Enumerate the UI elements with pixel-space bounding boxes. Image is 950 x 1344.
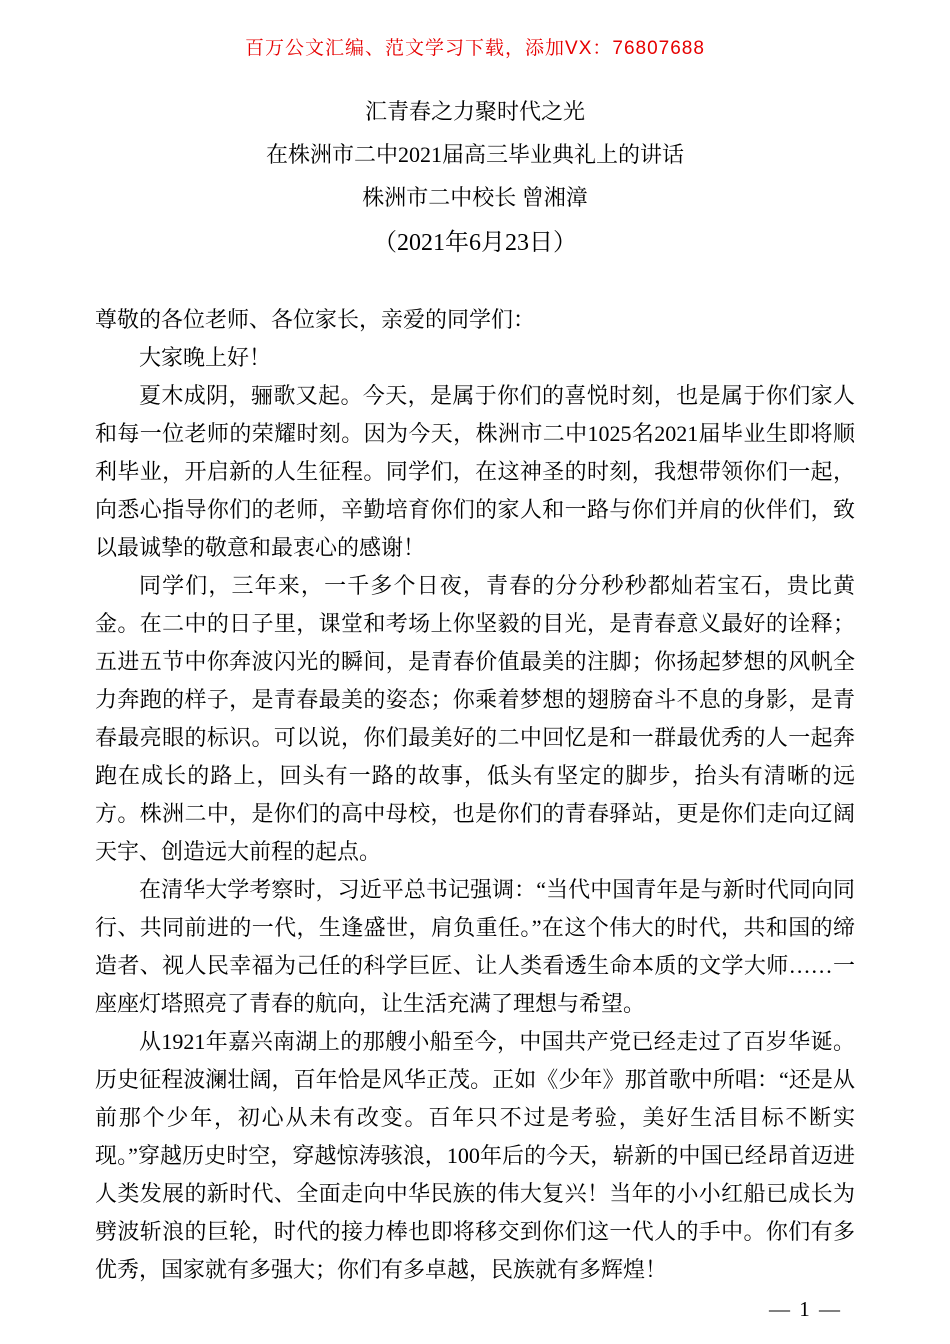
document-heading xyxy=(95,90,855,267)
promo-banner: 百万公文汇编、范文学习下载，添加VX：76807688 xyxy=(245,38,705,59)
body-paragraph: 夏木成阴，骊歌又起。今天，是属于你们的喜悦时刻，也是属于你们家人和每一位老师的荣耀时刻。因为今天，株洲市二中1025名2021届毕业生即将顺利毕业，开启新的人生征程。同学们，在这神圣的时刻，我想带领你们一起，向悉心指导你们的老师，辛勤培育你们的家人和一路与你们并肩的伙伴们，致以最诚挚的敬意和最衷心的感谢！ xyxy=(95,383,855,560)
speaker-line: 株洲市二中校长 曾湘漳 xyxy=(362,185,588,210)
document-title: 汇青春之力聚时代之光 xyxy=(364,99,585,124)
body-paragraph: 在清华大学考察时，习近平总书记强调：“当代中国青年是与新时代同向同行、共同前进的一代，生逢盛世，肩负重任。”在这个伟大的时代，共和国的缔造者、视人民幸福为己任的科学巨匠、让人类看透生命本质的文学大师……一座座灯塔照亮了青春的航向，让生活充满了理想与希望。 xyxy=(95,877,855,1016)
body-paragraph: 大家晚上好！ xyxy=(139,345,272,370)
date-line: （2021年6月23日） xyxy=(373,230,577,256)
speech-body xyxy=(95,301,855,1289)
page-number: — 1 — xyxy=(769,1297,842,1321)
body-paragraph: 同学们，三年来，一千多个日夜，青春的分分秒秒都灿若宝石，贵比黄金。在二中的日子里，课堂和考场上你坚毅的目光，是青春意义最好的诠释；五进五节中你奔波闪光的瞬间，是青春价值最美的注脚；你扬起梦想的风帆全力奔跑的样子，是青春最美的姿态；你乘着梦想的翅膀奋斗不息的身影，是青春最亮眼的标识。可以说，你们最美好的二中回忆是和一群最优秀的人一起奔跑在成长的路上，回头有一路的故事，低头有坚定的脚步，抬头有清晰的远方。株洲二中，是你们的高中母校，也是你们的青春驿站，更是你们走向辽阔天宇、创造远大前程的起点。 xyxy=(95,573,855,864)
document-subtitle: 在株洲市二中2021届高三毕业典礼上的讲话 xyxy=(265,142,684,167)
salutation-line: 尊敬的各位老师、各位家长，亲爱的同学们： xyxy=(95,307,536,332)
body-paragraph: 从1921年嘉兴南湖上的那艘小船至今，中国共产党已经走过了百岁华诞。历史征程波澜壮阔，百年恰是风华正茂。正如《少年》那首歌中所唱：“还是从前那个少年，初心从未有改变。百年只不过是考验，美好生活目标不断实现。”穿越历史时空，穿越惊涛骇浪，100年后的今天，崭新的中国已经昂首迈进人类发展的新时代、全面走向中华民族的伟大复兴！当年的小小红船已成长为劈波斩浪的巨轮，时代的接力棒也即将移交到你们这一代人的手中。你们有多优秀，国家就有多强大；你们有多卓越，民族就有多辉煌！ xyxy=(95,1029,855,1282)
